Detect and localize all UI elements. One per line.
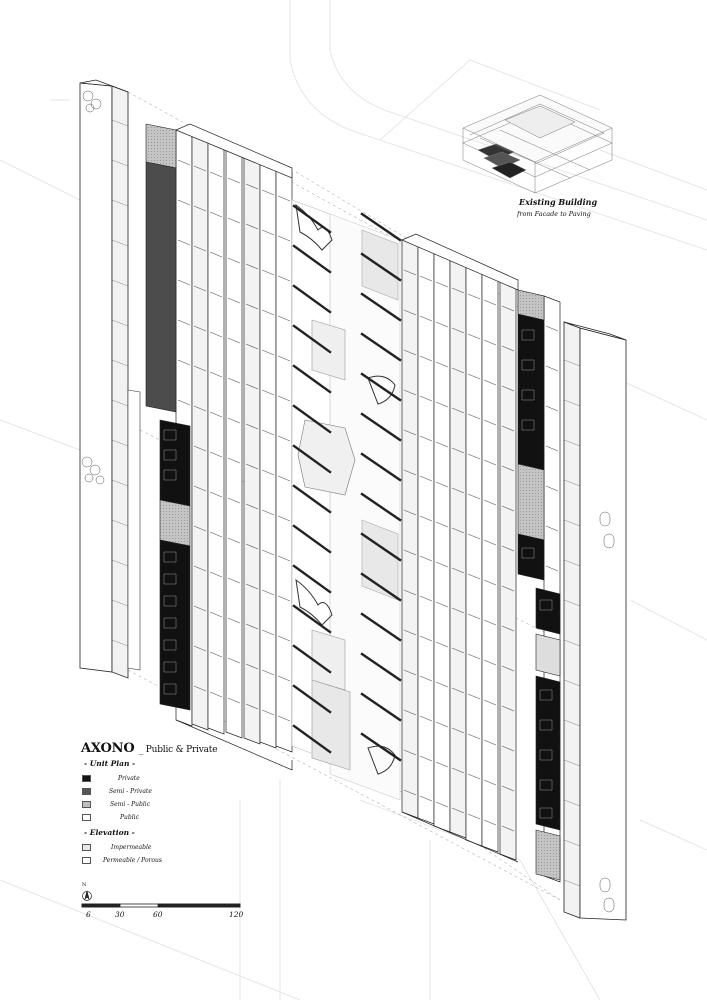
left-slab	[244, 154, 260, 744]
legend-swatch-permeable	[82, 857, 91, 864]
drawing-title-main: AXONO	[81, 741, 135, 756]
legend-elevation-title: - Elevation -	[84, 828, 135, 837]
right-slab	[450, 258, 466, 838]
legend-label-impermeable: Impermeable	[111, 844, 152, 851]
left-wall-slab	[80, 80, 128, 678]
drawing-title	[81, 741, 217, 756]
left-slab	[226, 148, 242, 738]
existing-building-title: Existing Building	[519, 197, 598, 207]
scale-tick-30: 30	[115, 910, 125, 919]
existing-building-subtitle: from Facade to Paving	[517, 210, 591, 218]
scale-tick-120: 120	[229, 910, 244, 919]
scale-bar	[82, 904, 240, 907]
legend-label-semi-public: Semi - Public	[110, 801, 151, 808]
legend-label-semi-private: Semi - Private	[109, 788, 152, 795]
drawing-subtitle: _ Public & Private	[138, 745, 218, 755]
legend-label-permeable: Permeable / Porous	[103, 857, 162, 864]
right-slab	[466, 264, 482, 846]
legend-swatch-private	[82, 775, 91, 782]
legend-swatch-semi-private	[82, 788, 91, 795]
right-wall-slab	[564, 322, 626, 920]
scale-tick-60: 60	[153, 910, 163, 919]
legend-swatch-impermeable	[82, 844, 91, 851]
legend-unit-plan-title: - Unit Plan -	[84, 759, 136, 768]
legend-swatch-semi-public	[82, 801, 91, 808]
legend-swatch-public	[82, 814, 91, 821]
left-slab	[276, 166, 292, 752]
left-slab	[192, 136, 208, 730]
legend-label-public: Public	[120, 814, 139, 821]
right-slab	[482, 270, 498, 852]
right-slab	[500, 276, 516, 860]
north-label: N	[82, 882, 87, 888]
left-slab	[260, 160, 276, 748]
legend-label-private: Private	[118, 775, 140, 782]
scale-tick-6: 6	[86, 910, 91, 919]
left-slab	[208, 142, 224, 734]
right-slab	[402, 240, 418, 818]
right-slab	[418, 246, 434, 824]
north-arrow-icon	[83, 891, 92, 901]
right-slab	[434, 252, 450, 832]
left-building-block	[176, 124, 292, 770]
